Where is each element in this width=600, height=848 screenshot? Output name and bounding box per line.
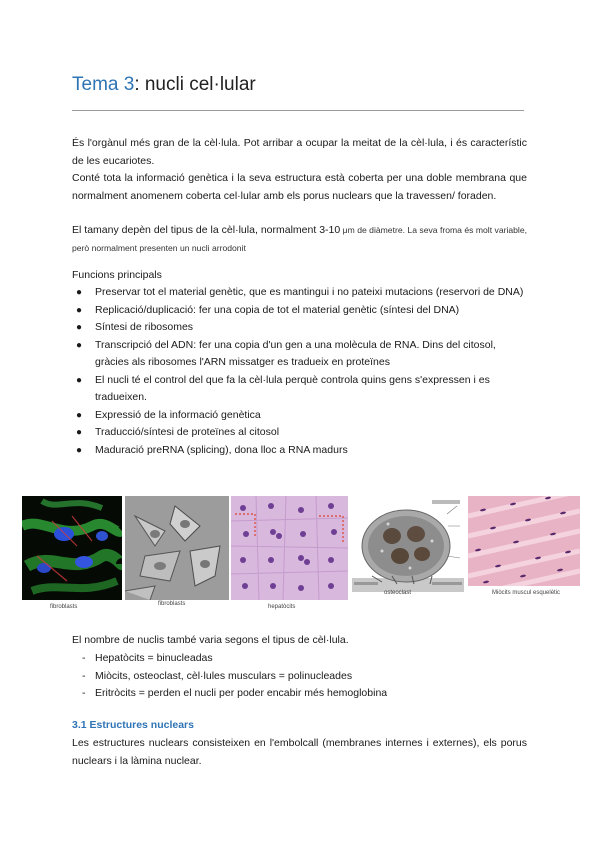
list-item: ● Transcripció del ADN: fer una copia d'un gen a una molècula de RNA. Dins del citosol, gràcies als ribosomes l'ARN missatger es tradueix en proteïnes	[76, 338, 496, 368]
list-item: ● Síntesi de ribosomes	[72, 319, 527, 337]
page-title	[72, 74, 256, 96]
title-divider	[72, 110, 524, 111]
dash-icon: -	[82, 687, 86, 699]
figure-caption: Miòcits muscul esquelètic	[492, 590, 561, 596]
list-item: ● El nucli té el control del que fa la cèl·lula perquè controla quins gens s'expressen i es tradueixen.	[76, 373, 490, 403]
list-item: ● Maduració preRNA (splicing), dona lloc a RNA madurs	[72, 442, 527, 460]
fibroblast-phase-image	[125, 496, 229, 600]
list-item: - Miòcits, osteoclast, cèl·lules musculars = polinucleades	[72, 668, 527, 686]
section-paragraph: Les estructures nuclears consisteixen en l'embolcall (membranes internes i externes), els porus nuclears i la làmina nuclear.	[72, 737, 527, 767]
section-heading: 3.1 Estructures nuclears	[72, 719, 194, 731]
bullet-icon: ●	[76, 322, 83, 333]
bullet-icon: ●	[76, 304, 83, 316]
list-item: ● Traducció/síntesi de proteïnes al citosol	[72, 424, 527, 442]
bullet-icon: ●	[76, 374, 83, 386]
fibroblast-fluorescence-image	[22, 496, 122, 600]
dash-icon: -	[82, 669, 86, 682]
title-text: : nucli cel·lular	[134, 74, 256, 95]
intro-paragraph-2: Conté tota la informació genètica i la seva estructura està coberta per una doble membrana que normalment anomenem coberta cel·lular amb els porus nuclears que la travessen/ foraden.	[72, 172, 527, 202]
dash-icon: -	[82, 652, 86, 664]
nuclei-count-label: El nombre de nuclis també varia segons el tipus de cèl·lula.	[72, 634, 349, 646]
skeletal-muscle-image	[468, 496, 580, 586]
bullet-icon: ●	[76, 339, 83, 351]
list-item: ● Expressió de la informació genètica	[72, 407, 527, 425]
figure-caption: osteoclast	[384, 590, 412, 596]
list-item: ● Preservar tot el material genètic, que es mantingui i no pateixi mutacions (reservori de DNA)	[72, 284, 527, 302]
functions-list	[72, 284, 527, 459]
hepatocyte-image	[231, 496, 348, 600]
bullet-icon: ●	[76, 287, 83, 298]
figure-caption: fibroblasts	[50, 604, 78, 610]
functions-label: Funcions principals	[72, 269, 162, 281]
intro-paragraph-3-main: El tamany depèn del tipus de la cèl·lula, normalment 3-10	[72, 224, 341, 236]
list-item: - Hepatòcits = binucleadas	[72, 650, 527, 668]
figure-caption: hepatòcits	[268, 604, 296, 610]
title-number: Tema 3	[72, 74, 135, 95]
nuclei-count-list	[72, 650, 527, 703]
osteoclast-diagram	[352, 496, 464, 600]
list-item: ● Replicació/duplicació: fer una copia de tot el material genètic (síntesi del DNA)	[72, 302, 527, 320]
bullet-icon: ●	[76, 444, 83, 456]
intro-paragraph-3	[72, 222, 527, 257]
intro-paragraph-1: És l'orgànul més gran de la cèl·lula. Pot arribar a ocupar la meitat de la cèl·lula, i és característic de les eucariotes.	[72, 137, 527, 167]
bullet-icon: ●	[76, 427, 83, 438]
bullet-icon: ●	[76, 409, 83, 421]
intro-paragraph-3-tail: μm de diàmetre. La seva froma és molt variable, però normalment presenten un nucli arrodonit	[72, 225, 528, 253]
figure-caption: fibroblasts	[158, 601, 186, 607]
list-item: - Eritròcits = perden el nucli per poder encabir més hemoglobina	[72, 685, 527, 703]
